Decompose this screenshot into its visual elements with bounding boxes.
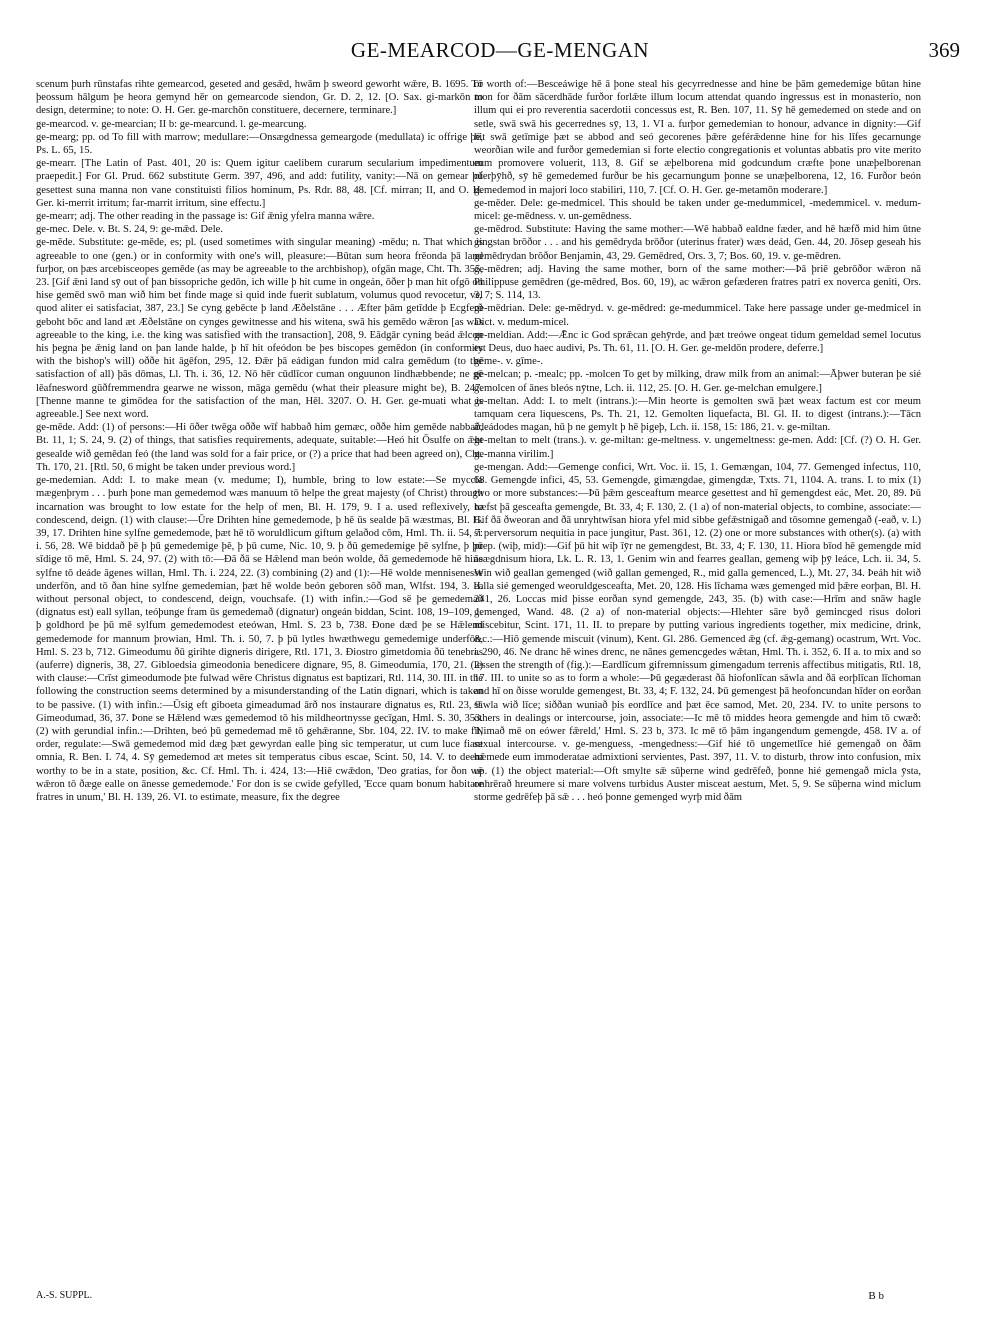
dictionary-entry: ge-mearr. [The Latin of Past. 401, 20 is: Quem igitur caelibem curarum secularium impedimentum praepedit.] For Gl. Prud. 662 substitute Germ. 397, 496, and add: futility, vanity:—Nā on gemear þū gesettest suna manna non vane constituisti filios hominum, Ps. Rdr. 88, 48. [Cf. mirran; II, and O. H. Ger. ki-merrit irritum; far-marrit irritum, sine effectu.] bbox=[36, 158, 483, 209]
dictionary-entry: or worth of:—Besceáwige hē ā þone steal his gecyrrednesse and hine be þām gemedemige būtan hine mon for ðām sācerdhāde furðor forlǣte illum locum attendat quando ingressus est in monasterio, non illum qui ei pro reverentia sacerdotii concessus est, R. Ben. 107, 11. Sȳ hē gemedemed on stede and on setle, swā swā his gecerrednes sȳ, 13, 1. VI a. furþor gemedemian to honour, advance in dignity:—Gif hit swā getīmige þæt se abbod and seó gecorenes þǣre geférǣdenne hine for his līfes gecarnunge weorðian wile and furðor gemedemian si forte electio congregationis et voluntas abbatis pro vite merito eum promovere voluerit, 113, 8. Gif se æþelborena mid godcundum cræfte þone unæþelborenan oferþȳhð, sȳ hē gemedemed furður be his gecarnungum þonne se unæþelborena, 12, 16. Furðor beón gemedemod in majori loco stabiliri, 110, 7. [Cf. O. H. Ger. ge-metamōn moderare.] bbox=[474, 79, 921, 196]
right-column bbox=[474, 78, 921, 1274]
dictionary-entry: ge-mec. Dele. v. Bt. S. 24, 9: ge-mǣd. Dele. bbox=[36, 224, 224, 236]
dictionary-entry: ge-mearg; pp. od To fill with marrow; medullare:—Onsægdnessa gemeargode (medullata) ic offrige þē, Ps. L. 65, 15. bbox=[36, 131, 483, 157]
dictionary-entry: scenum þurh rūnstafas rihte gemearcod, geseted and gesǣd, hwām þ sweord geworht wǣre, B. 1695. Tō þeossum hālgum þe heora gemynd hēr on gemearcode siendon, Gr. D. 2, 12. [O. Sax. gi-markōn to design, determine; to note: O. H. Ger. ge-marchōn constituere, decernere, terminare.] bbox=[36, 79, 483, 117]
page-footer bbox=[36, 1290, 964, 1306]
dictionary-entry: ge-mengan. Add:—Gemenge confici, Wrt. Voc. ii. 15, 1. Gemængan, 104, 77. Gemenged infectus, 110, 68. Gemengde infici, 45, 53. Gemengde, gimængdae, gimengdæ, Txts. 71, 1104. A. trans. I. to mix (1) two or more substances:—Þū þǣm gesceaftum mearce gesettest and hī gemengdest eác, Met. 20, 89. Þū hæfst þā gesceafta gemengde, Bt. 33, 4; F. 130, 2. (1 a) of non-material objects, to combine, associate:—Gif ðā ðweoran and ðā unryhtwīsan hiora yfel mid sibbe gefǣstnigað and tōsomne gemengað (-eað, v. l.) si perversorum nequitia in pace jungitur, Past. 361, 12. (2) one or more substances with other(s). (a) with prep. (wiþ, mid):—Gif þū hit wiþ īȳr ne gemengdest, Bt. 33, 4; F. 130, 11. Hiora bīod hē gemengde mid āsægdnisum hiora, Lk. L. R. 13, 1. Genim win and fearres geallan, gemeng wiþ þȳ leáce, Lch. ii. 34, 5. Win wið geallan gemenged (wið gallan gemenged, R., mid galla gemenced, L.), Mt. 27, 34. Þeáh hit wið ealla sié gemenged weoruldgesceafta, Met. 20, 128. His līchama wæs gemenged mid þǣre eorþan, Bl. H. 241, 26. Loccas mid þisse eorðan synd gemengde, 243, 35. (b) with case:—Hrīm and snāw hagle gemenged, Wand. 48. (2 a) of non-material objects:—Hlehter sāre byð gemincged risus dolori miscebitur, Scint. 171, 11. II. to prepare by putting various ingredients together, mix medicine, drink, &c.:—Hiō gemende miscuit (vinum), Kent. Gl. 286. Gemenced ǣg (cf. ǣg-gemang) ocastrum, Wrt. Voc. i. 290, 46. Ne dranc hē wines drenc, ne nānes gemencgedes wǣtan, Hml. Th. i. 352, 6. II a. to mix and so lessen the strength of (fig.):—Eardlīcum gifremnissum gimengadum terrenis affectibus mitigatis, Rtl. 18, 17. III. to unite so as to form a whole:—Þū gegæderast ðā hiofonlīcan sāwla and ðā eorþlīcan līchoman and hī on ðisse worulde gemengest, Bt. 33, 4; F. 132, 24. Þū gemengest þā heofoncundan hīder on eorðan sāwla wið līce; siððan wuniað þis eordlīce and þæt ēce samod, Met. 20, 234. IV. to unite persons to others in dealings or intercourse, join, associate:—Ic mē tō middes heora gemengde and him tō cwæð: 'Nimað mē on eówer fǣreld,' Hml. S. 23 b, 373. Ic mē tō þām ingangendum gemengde, 458. IV a. of sexual intercourse. v. ge-menguess, -mengedness:—Gif hié tō ungemetlīce hié gemengað on ðām hǣmede eum immoderatae admixtioni servientes, Past. 397, 11. V. to disturb, throw into confusion, mix up. (1) the object material:—Oft smylte sǣ sūþerne wind gedrēfeð, þonne hié gemengað micla ȳsta, onhrērað hreumere si mare volvens turbidus Auster misceat aestum, Met. 5, 9. Se sūþerna wind miclum storme gedrēfeþ þā sǣ . . . heó þonne gemenged wyrþ mid ðām bbox=[474, 461, 921, 803]
dictionary-entry: ge-mearcod. v. ge-mearcian; II b: ge-mearcund. l. ge-mearcung. bbox=[36, 118, 307, 130]
signature-mark: A.-S. SUPPL. bbox=[36, 1290, 93, 1301]
dictionary-entry: ge-mēder. Dele: ge-medmicel. This should be taken under ge-medummicel, -medemmicel. v. medum-micel: ge-mēdness. v. un-gemēdness. bbox=[474, 197, 921, 223]
page-header bbox=[32, 38, 968, 68]
dictionary-entry: ge-medemian. Add: I. to make mean (v. medume; I), humble, bring to low estate:—Se myccla mægenþrym . . . þurh þone man gemedemod wæs manuum tō helpe the great majesty (of Christ) through incarnation was brought to low estate for the help of men, Bl. H. 179, 9. I a. used reflexively, to condescend, deign. (1) with clause:—Ūre Drihten hine gemedemode, þ hē ūs sealde þā wæstmas, Bl. H. 39, 17. Drihten hine sylfne gemedemode, þæt hē tō woruldlicum giftum gelaðod cōm, Hml. Th. ii. 54, 7: i. 56, 28. Wē biddað þē þ þū gemedemige þē, þ þū cume, Nic. 10, 9. þ ðū gemedemige þē sylfne, þ þū sīdige tō mē, Hml. S. 24, 97. (2) with tō:—Ðā ðā se Hǣlend man beón wolde, ðā gemedemode hē hine sylfne tō deáde āgenes willan, Hml. Th. i. 224, 22. (3) combining (2) and (1):—Hē wolde mennisenesse underfōn, and tō ðan hine sylfne gemedemian, þæt hē wolde beón geboren sōð man, Wlfst. 194, 3. II. without personal object, to condescend, deign, vouchsafe. (1) with infin.:—God sē þe gemedemað (dignatus est) eall syllan, teóþunge fram ūs gemedemað (dignatur) ongeán biddan, Scint. 108, 19–109, 1. þ goldhord þe þū mē sylfum gemedemodest eteówan, Hml. S. 23 b, 738. Ðone dæd þe se Hǣlend gemedemode for mannum þrowian, Hml. Th. i. 50, 7. þ þū lytles hwæthwegu gemedemige underfōn, Hml. S. 23 b, 712. Gimeodumu ðū girihte digneris dirigere, Rtl. 171, 3. Ðiostro gimetdomia ðū tenebras (auferre) digneris, 38, 27. Gibloedsia gimeodonia benedicere dignare, 95, 8. Gimeodumia, 170, 21. (2) with clause:—Crīst gimeodumode þte fulwad wēre Christus dignatus est baptizari, Rtl. 114, 30. III. in the following the construction seems determined by a misunderstanding of the Latin dignari, which is taken to be passive. (1) with infin.:—Ūsig eft giboeta gimeadumad ārð nos instaurare dignatus es, Rtl. 23, 9. Gimeodumad, 36, 37. Þone se Hǣlend wæs gemedemod tō his mildheortnysse gecīgan, Hml. S. 30, 353. (2) with gerundial infin.:—Drihten, beó þū gemedemad mē tō gehǣranne, Sbr. 104, 22. IV. to make fit, order, regulate:—Swā gemedemod mid dæg þæt gewyrdan ealle þing sic temperatur, ut cum luce fiant omnia, R. Ben. I. 74, 4. Sȳ gemedemod æt metes sit temperatus cibus escae, Scint. 50, 14. V. to deem worthy to be in a state, position, &c. Cf. Hml. Th. i. 424, 13:—Hiē cwǣdon, 'Deo gratias, for ðon wē wǣron tō ðæge ealle on ānesse gemedemode.' For don is se cwide gefylled, 'Ecce quam bonum habitare fratres in unum,' Bl. H. 139, 26. VI. to estimate, measure, fix the degree bbox=[36, 475, 483, 803]
dictionary-entry: ge-meltan. Add: I. to melt (intrans.):—Min heorte is gemolten swā þæt weax factum est cor meum tamquam cera liquescens, Ps. Th. 21, 12. Gemolten liquefacta, Bl. Gl. II. to digest (intrans.):—Tācn ādeádodes magan, hū þ ne gemylt þ hē þigeþ, Lch. ii. 158, 15: 186, 21. v. ge-miltan. bbox=[474, 395, 921, 434]
dictionary-entry: ge-mēdrod. Substitute: Having the same mother:—Wē habbað ealdne fæder, and hē hæfð mid him ūtne gingstan brōðor . . . and his gemēdryda brōðor (uterinus frater) wæs deád, Gen. 44, 20. Jōsep geseah his gemēdrydan brōðor Benjamin, 43, 29. Gemēdred, Ors. 3, 7; Bos. 60, 19. v. ge-mēdren. bbox=[474, 224, 921, 262]
left-column bbox=[36, 78, 483, 1274]
dictionary-entry: ge-meldian. Add:—Ǣnc ic God sprǣcan gehȳrde, and þæt treówe ongeat tidum gemeldad semel locutus est Deus, duo haec audivi, Ps. Th. 61, 11. [O. H. Ger. ge-meldōn prodere, deferre.] bbox=[474, 329, 921, 355]
page-number: 369 bbox=[928, 38, 960, 62]
running-title: GE-MEARCOD—GE-MENGAN bbox=[350, 38, 650, 62]
dictionary-entry: ge-mēde. Add: (1) of persons:—Hi ōðer twēga oððe wīf habbað him gemæc, oððe him gemēde nabbað, Bt. 11, 1; S. 24, 9. (2) of things, that satisfies requirements, adequate, suitable:—Heó hit Ōsulfe on ǣht gesealde wið gemēdan feó (the land was sold for a fair price, or (?) a price that had been agreed on), Cht. Th. 170, 21. [Rtl. 50, 6 might be taken under previous word.] bbox=[36, 422, 483, 473]
dictionary-entry: gēme-. v. gīme-. bbox=[474, 356, 544, 368]
dictionary-entry: ge-meltan to melt (trans.). v. ge-miltan: ge-meltness. v. ungemeltness: ge-men. Add: [Cf. (?) O. H. Ger. ge-manna virilim.] bbox=[474, 435, 921, 460]
dictionary-entry: ge-melcan; p. -mealc; pp. -molcen To get by milking, draw milk from an animal:—Āþwer buteran þe sié gemolcen of ānes bleós nȳtne, Lch. ii. 112, 25. [O. H. Ger. ge-melchan emulgere.] bbox=[474, 369, 921, 394]
dictionary-entry: ge-mēdren; adj. Having the same mother, born of the same mother:—Þā þriē gebrōðor wǣron nā Philippuse gemēdren (ge-mēdred, Bos. 60, 19), ac wǣron gefæderen fratres patri ex noverca geniti, Ors. 3, 7; S. 114, 13. bbox=[474, 263, 921, 302]
dictionary-entry: ge-mearr; adj. The other reading in the passage is: Gif ǣnig yfelra manna wǣre. bbox=[36, 211, 375, 223]
dictionary-entry: ge-mēdrian. Dele: ge-mēdryd. v. ge-mēdred: ge-medummicel. Take here passage under ge-medmicel in Dict. v. medum-micel. bbox=[474, 303, 921, 328]
dictionary-entry: ge-mēde. Substitute: ge-mēde, es; pl. (used sometimes with singular meaning) -mēdu; n. That which is agreeable to one (gen.) or in conformity with one's will, pleasure:—Būtan sum heora frēonda þā land furþor, on þæs arcebisceopes gemēde (as may be agreeable to the archbishop), ofgān mage, Cht. Th. 355, 23. [Gif ǣni land sȳ out of þan bissopriche gedōn, ich wille þ hit cume in ongeán, ōðer þ man hit ofgō on hise gemēd swō man wið him bet finde mage si quid inde fuerit sublatum, volumus quod revocetur, vel quod aliter ei satisfaciat, 387, 23.] Se cyng gebēcte þ land Æðelstāne . . . Æfter þām getīdde þ Ecgferð geboht bōc and land æt Æðelstāne on cynges gewitnesse and his witena, swā his gemēdo wǣron [as was agreeable to the king, i.e. the king was satisfied with the transaction], 208, 9. Eādgār cyning beád ǣlcon his þegna þe ǣnig land on þan lande halde, þ hī hit ofeódon be þes biscopes gemēdon (in conformity with the bishop's will) oððe hit āgēfon, 295, 12. Ðǣr þā eádigan fundon mid calra gemēdum (to the satisfaction of all) þās dōmas, Ll. Th. i. 36, 12. Nō hēr cūdlīcor cuman onguunon lindhæbbende; ne gē lēafnesword gūðfremmendra gearwe ne wisson, māga gemēdu (what their pleasure might be), B. 247. [Thenne manne te gimōdea for the satisfaction of the man, Hēl. 3207. O. H. Ger. ge-muati what is agreeable.] See next word. bbox=[36, 237, 483, 421]
gathering-mark: B b bbox=[868, 1290, 884, 1302]
